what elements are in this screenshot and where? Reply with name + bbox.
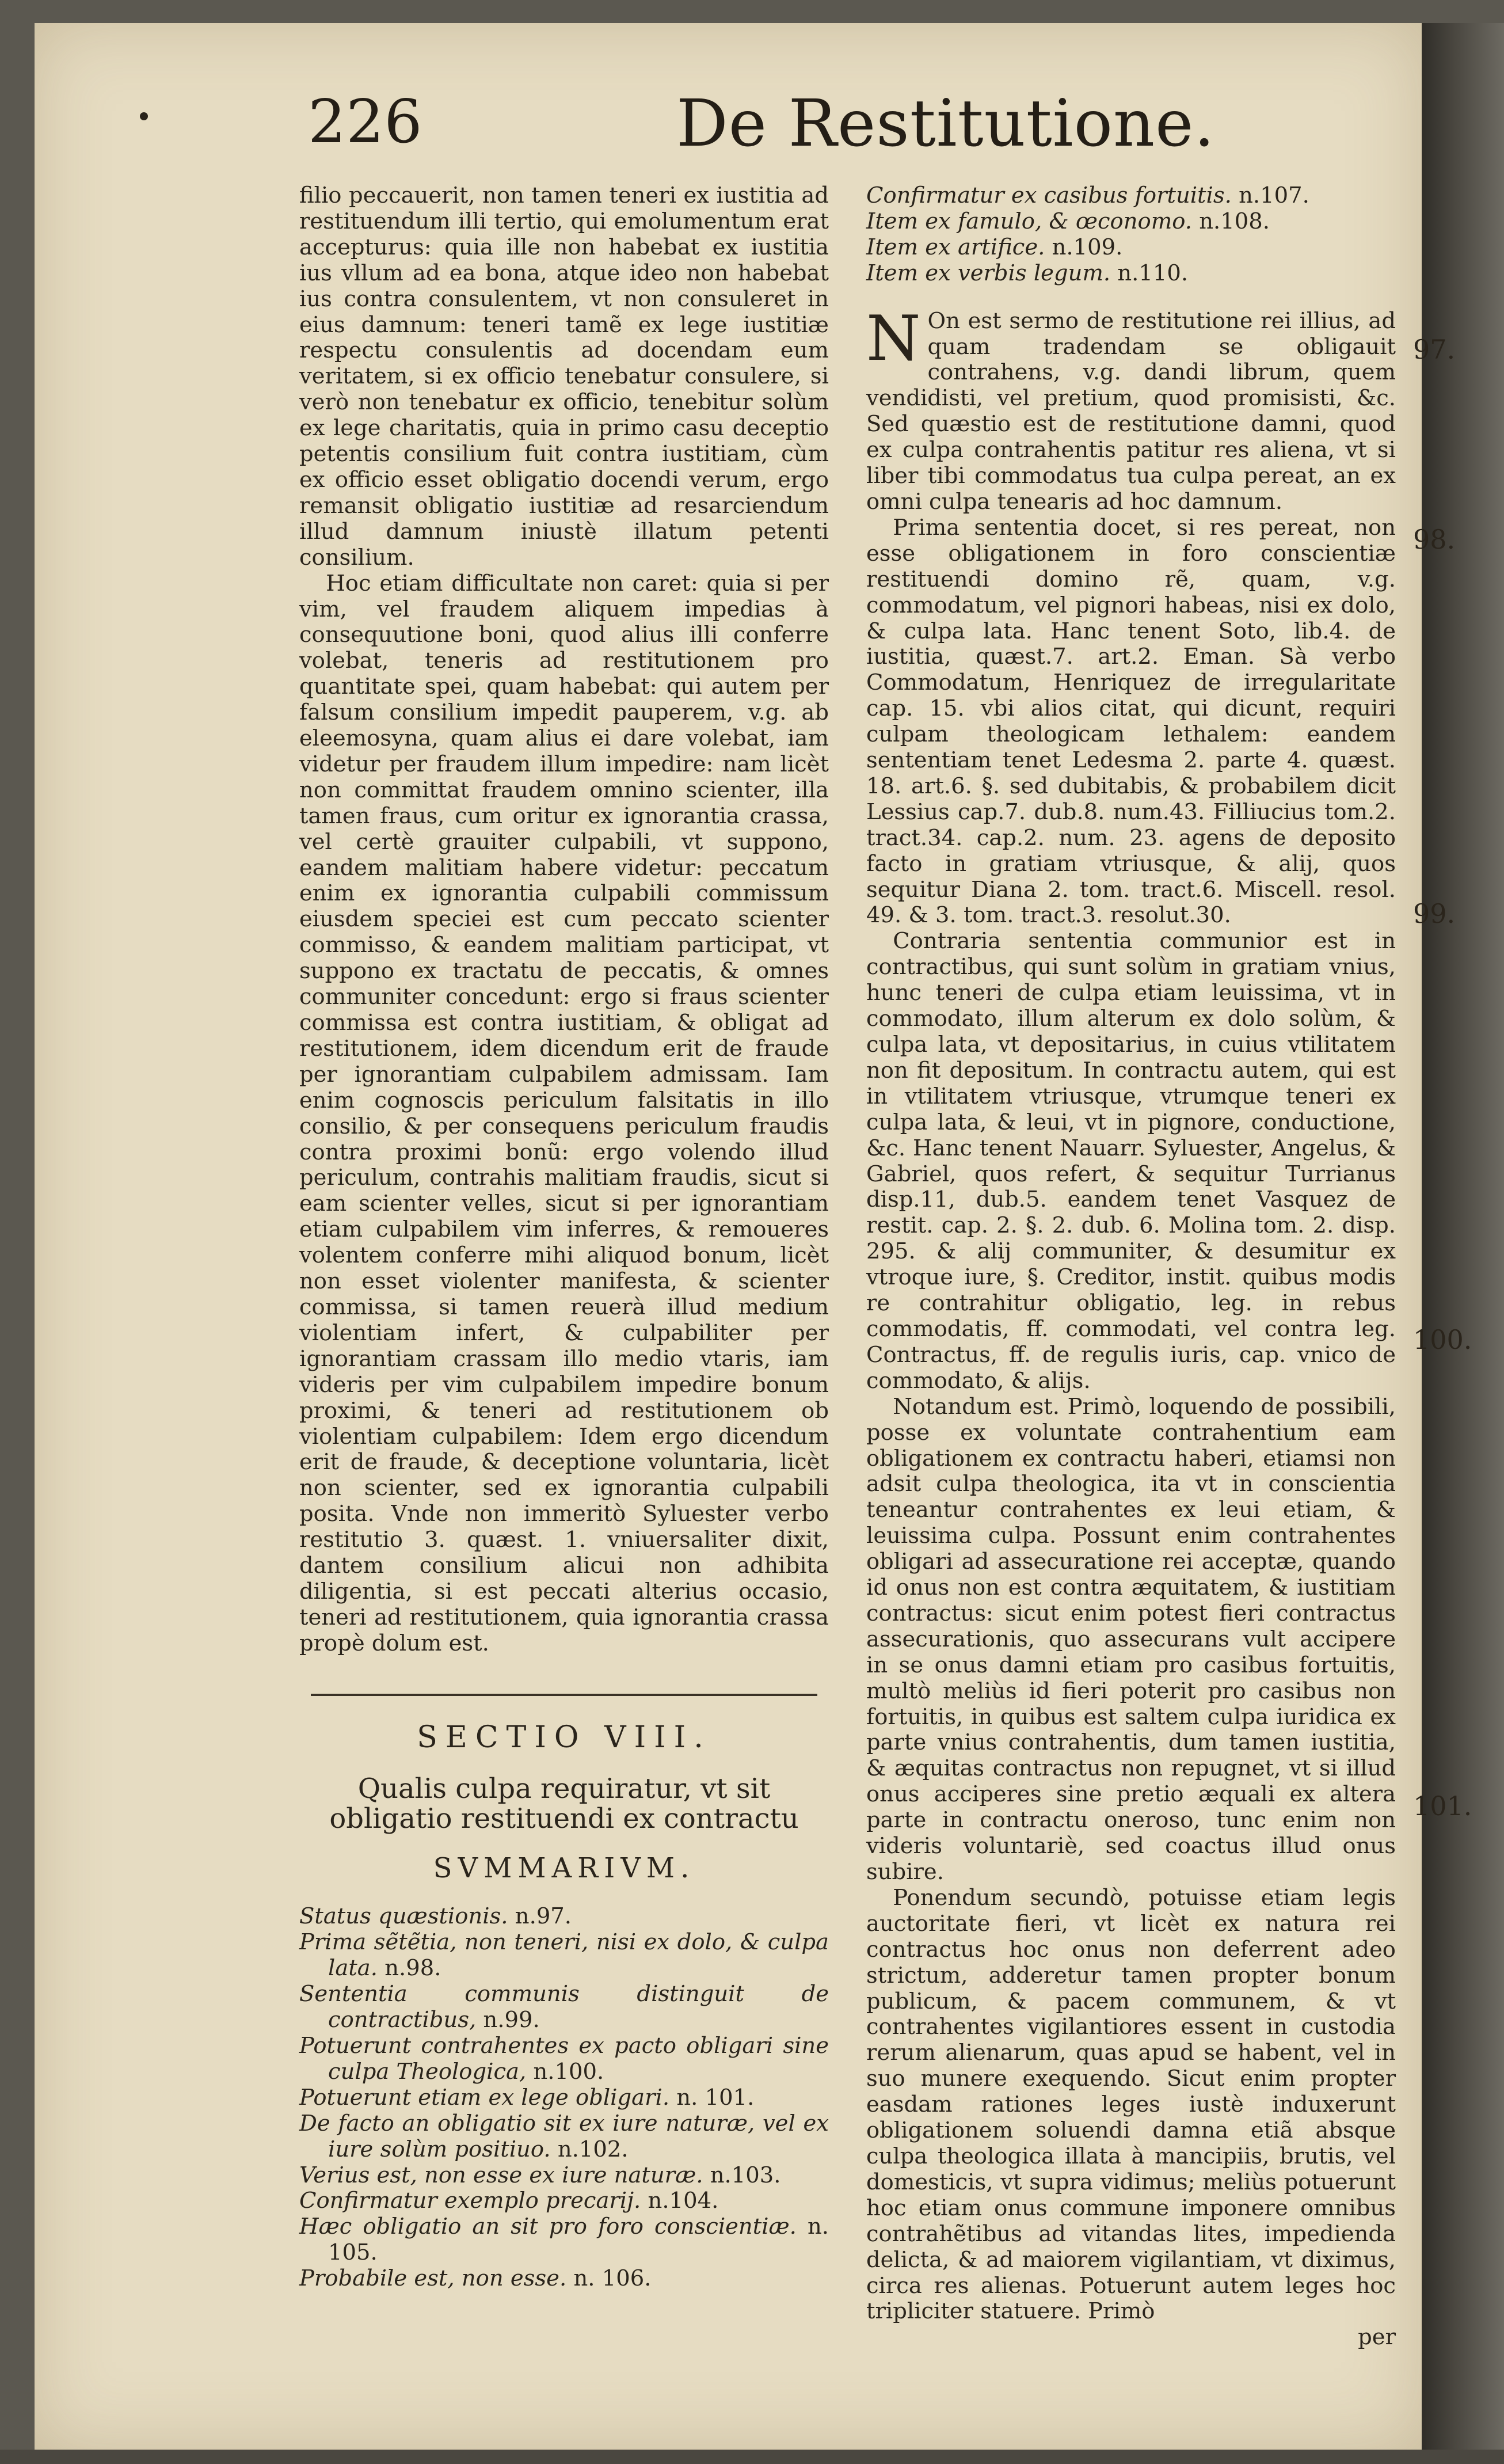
paragraph: Notandum est. Primò, loquendo de possibili, posse ex voluntate contrahentium eam obligationem ex contractu haberi, etiamsi non adsit culpa theologica, ita vt in conscientia teneantur contrahentes ex leui etiam, & leuissima culpa. Possunt enim contrahentes obligari ad assecuratione rei acceptæ, quando id onus non est contra æquitatem, & iustitiam contractus: sicut enim potest fieri contractus assecurationis, quo assecurans vult accipere in se onus damni etiam pro casibus fortuitis, multò meliùs id fieri poterit pro casibus non fortuitis, in quibus est saltem culpa iuridica ex parte vnius contrahentis, dum tamen iustitia, & æquitas contractus non repugnet, vt si illud onus acciperes sine pretio æquali ex altera parte in contractu oneroso, tunc enim non videris voluntariè, sed coactus illud onus subire.	[866, 1393, 1396, 1885]
page-number: 226	[308, 86, 422, 157]
summary-list-continued	[866, 183, 1396, 287]
summary-item: Probabile est, non esse. n. 106.	[299, 2265, 652, 2292]
left-column	[299, 183, 829, 2292]
margin-number: 99.	[1413, 898, 1456, 929]
summary-item: Hæc obligatio an sit pro foro conscientiæ. n. 105.	[299, 2214, 829, 2266]
paragraph: Hoc etiam difficultate non caret: quia si per vim, vel fraudem aliquem impedias à consequutione boni, quod alius illi conferre volebat, teneris ad restitutionem pro quantitate spei, quam habebat: qui autem per falsum consilium impedit pauperem, v.g. ab eleemosyna, quam alius ei dare volebat, iam videtur per fraudem illum impedire: nam licèt non committat fraudem omnino scienter, illa tamen fraus, cum oritur ex ignorantia crassa, vel certè grauiter culpabili, vt suppono, eandem malitiam habere videtur: peccatum enim ex ignorantia culpabili commissum eiusdem speciei est cum peccato scienter commisso, & eandem malitiam participat, vt suppono ex tractatu de peccatis, & omnes communiter concedunt: ergo si fraus scienter commissa est contra iustitiam, & obligat ad restitutionem, idem dicendum erit de fraude per ignorantiam culpabilem admissam. Iam enim cognoscis periculum falsitatis in illo consilio, & per consequens periculum fraudis contra proximi bonũ: ergo volendo illud periculum, contrahis malitiam fraudis, sicut si eam scienter velles, sicut si per ignorantiam etiam culpabilem vim inferres, & remoueres volentem conferre mihi aliquod bonum, licèt non esset violenter manifesta, & scienter commissa, si tamen reuerà illud medium violentiam infert, & culpabiliter per ignorantiam crassam illo medio vtaris, iam videris per vim culpabilem impedire bonum proximi, & teneri ad restitutionem ob violentiam culpabilem: Idem ergo dicendum erit de fraude, & deceptione voluntaria, licèt non scienter, sed ex ignorantia culpabili posita. Vnde non immeritò Syluester verbo restitutio 3. quæst. 1. vniuersaliter dixit, dantem consilium alicui non adhibita diligentia, si est peccati alterius occasio, teneri ad restitutionem, quia ignorantia crassa propè dolum est.	[299, 570, 829, 1656]
scan-border	[0, 2450, 1504, 2464]
margin-number: 97.	[1413, 334, 1456, 365]
running-title: De Restitutione.	[676, 86, 1216, 161]
summary-item: De facto an obligatio sit ex iure naturæ, vel ex iure solùm positiuo. n.102.	[299, 2110, 829, 2162]
right-column	[866, 183, 1396, 2351]
paragraph: filio peccauerit, non tamen teneri ex iustitia ad restituendum illi tertio, qui emolumentum erat accepturus: quia ille non habebat ex iustitia ius vllum ad ea bona, atque ideo non habebat ius contra consulentem, vt non consuleret in eius damnum: teneri tamẽ ex lege iustitiæ respectu consulentis ad docendam eum veritatem, si ex officio tenebatur consulere, si verò non tenebatur ex officio, tenebitur solùm ex lege charitatis, quia in primo casu deceptio petentis consilium fuit contra iustitiam, cùm ex officio esset obligatio docendi verum, ergo remansit obligatio iustitiæ ad resarciendum illud damnum iniustè illatum petenti consilium.	[299, 182, 829, 571]
summary-item: Confirmatur exemplo precarij. n.104.	[299, 2188, 719, 2214]
summary-item: Potuerunt etiam ex lege obligari. n. 101.	[299, 2084, 755, 2111]
summary-item: Item ex verbis legum. n.110.	[866, 260, 1189, 286]
summary-item: Status quæstionis. n.97.	[299, 1903, 572, 1930]
summary-heading: SVMMARIVM.	[433, 1851, 695, 1884]
margin-number: 100.	[1413, 1324, 1472, 1355]
page-edge	[1422, 23, 1504, 2450]
margin-number: 101.	[1413, 1790, 1472, 1822]
section-title: Qualis culpa requiratur, vt sit obligatio restituendi ex contractu	[329, 1772, 799, 1835]
summary-item: Verius est, non esse ex iure naturæ. n.103.	[299, 2162, 781, 2188]
summary-item: Item ex artifice. n.109.	[866, 234, 1123, 260]
ink-dot	[140, 112, 148, 120]
paragraph: Prima sententia docet, si res pereat, non esse obligationem in foro conscientiæ restituendi domino rẽ, quam, v.g. commodatum, vel pignori habeas, nisi ex dolo, & culpa lata. Hanc tenent Soto, lib.4. de iustitia, quæst.7. art.2. Eman. Sà verbo Commodatum, Henriquez de irregularitate cap. 15. vbi alios citat, qui dicunt, requiri culpam theologicam lethalem: eandem sententiam tenet Ledesma 2. parte 4. quæst. 18. art.6. §. sed dubitabis, & probabilem dicit Lessius cap.7. dub.8. num.43. Filliucius tom.2. tract.34. cap.2. num. 23. agens de deposito facto in gratiam vtriusque, & alij, quos sequitur Diana 2. tom. tract.6. Miscell. resol. 49. & 3. tom. tract.3. resolut.30.	[866, 514, 1396, 929]
margin-number: 98.	[1413, 524, 1456, 555]
section-heading: SECTIO VIII.	[417, 1720, 711, 1755]
summary-item: Sententia communis distinguit de contractibus, n.99.	[299, 1981, 829, 2033]
summary-item: Potuerunt contrahentes ex pacto obligari sine culpa Theologica, n.100.	[299, 2033, 829, 2085]
paragraph: Ponendum secundò, potuisse etiam legis auctoritate fieri, vt licèt ex natura rei contractus hoc onus non deferrent adeo strictum, adderetur tamen propter bonum publicum, & pacem communem, & vt contrahentes vigilantiores essent in custodia rerum alienarum, quas apud se habent, vel in suo munere exequendo. Sicut enim propter easdam rationes leges iustè induxerunt obligationem soluendi damna etiã absque culpa theologica illata à mancipiis, brutis, vel domesticis, vt supra vidimus; meliùs potuerunt hoc etiam onus commune imponere omnibus contrahẽtibus ad vitandas lites, impedienda delicta, & ad maiorem vigilantiam, vt diximus, circa res alienas. Potuerunt autem leges hoc tripliciter statuere. Primò	[866, 1884, 1396, 2325]
section-divider	[311, 1694, 817, 1696]
paragraph: Contraria sententia communior est in contractibus, qui sunt solùm in gratiam vnius, hunc teneri de culpa etiam leuissima, vt in commodato, illum alterum ex dolo solùm, & culpa lata, vt depositarius, in cuius vtilitatem non fit depositum. In contractu autem, qui est in vtilitatem vtriusque, vtrumque teneri ex culpa lata, & leui, vt in pignore, conductione, &c. Hanc tenent Nauarr. Syluester, Angelus, & Gabriel, quos refert, & sequitur Turrianus disp.11, dub.5. eandem tenet Vasquez de restit. cap. 2. §. 2. dub. 6. Molina tom. 2. disp. 295. & alij communiter, & desumitur ex vtroque iure, §. Creditor, instit. quibus modis re contrahitur obligatio, leg. in rebus commodatis, ff. commodati, vel contra leg. Contractus, ff. de regulis iuris, cap. vnico de commodato, & alijs.	[866, 928, 1396, 1394]
paragraph: N On est sermo de restitutione rei illius, ad quam tradendam se obligauit contrahens, v.g. dandi librum, quem vendidisti, vel pretium, quod promisisti, &c. Sed quæstio est de restitutione damni, quod ex culpa contrahentis patitur res aliena, vt si liber tibi commodatus tua culpa pereat, an ex omni culpa tenearis ad hoc damnum.	[866, 302, 1396, 515]
catchword: per	[1358, 2324, 1396, 2351]
summary-item: Item ex famulo, & œconomo. n.108.	[866, 208, 1270, 234]
drop-cap: N	[866, 302, 921, 375]
summary-item: Prima sẽtẽtia, non teneri, nisi ex dolo, & culpa lata. n.98.	[299, 1929, 829, 1982]
summary-item: Confirmatur ex casibus fortuitis. n.107.	[866, 182, 1309, 208]
summary-list	[299, 1904, 829, 2292]
